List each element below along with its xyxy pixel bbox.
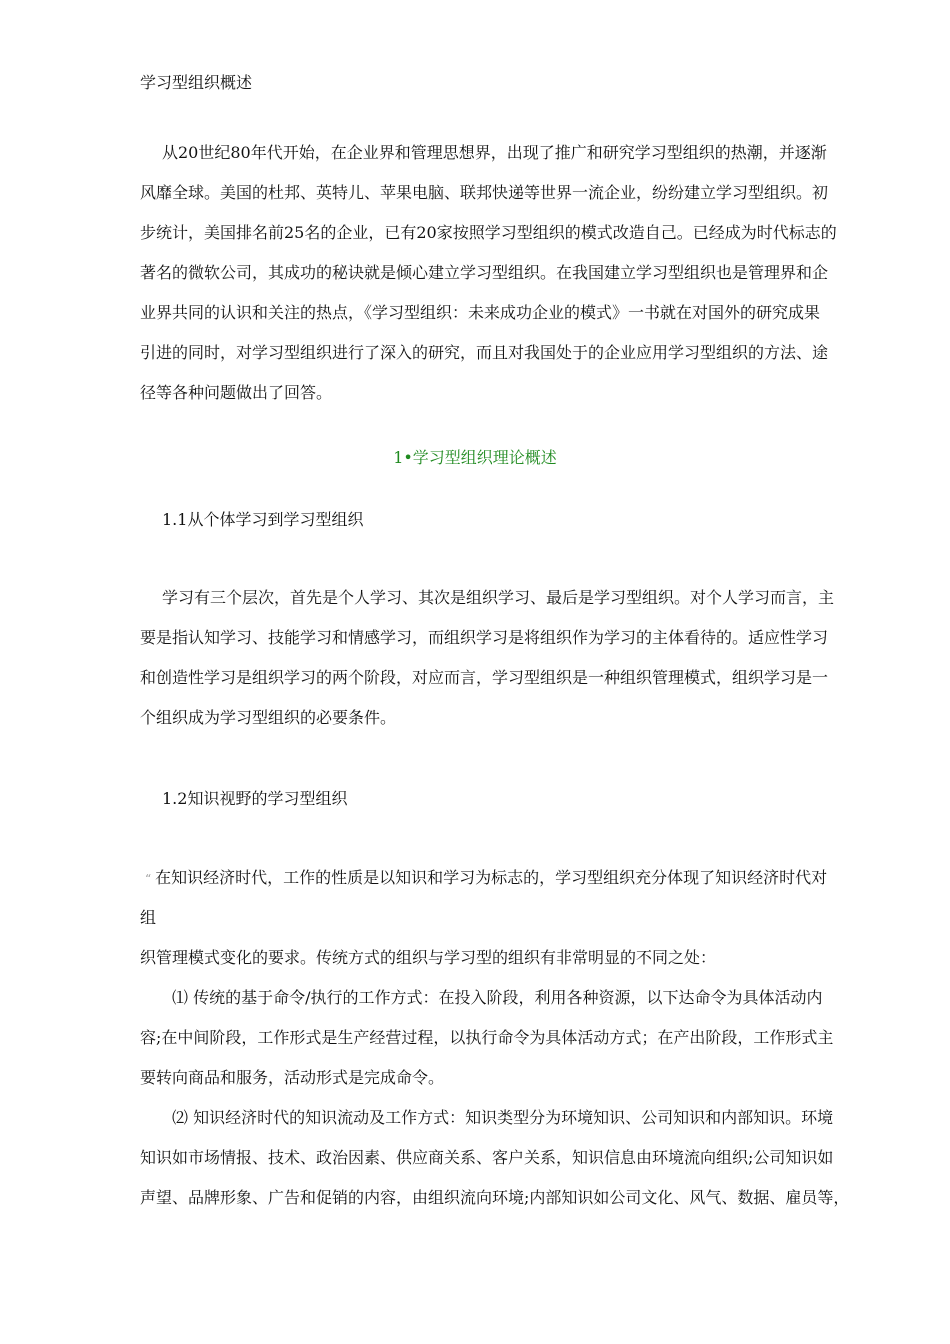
paragraph-line: 织管理模式变化的要求。传统方式的组织与学习型的组织有非常明显的不同之处： [140,948,717,967]
quote-mark: “ [145,872,152,886]
subsection-heading-1-2: 1.2知识视野的学习型组织 [162,789,348,808]
paragraph-line: 组 [140,908,157,927]
document-title: 学习型组织概述 [140,73,253,92]
paragraph-line-text: 在知识经济时代，工作的性质是以知识和学习为标志的，学习型组织充分体现了知识经济时代对 [155,868,828,887]
list-item-line: ⑴ 传统的基于命令/执行的工作方式：在投入阶段，利用各种资源，以下达命令为具体活动内 [172,988,823,1007]
paragraph-line: 和创造性学习是组织学习的两个阶段，对应而言，学习型组织是一种组织管理模式，组织学习是一 [140,668,829,687]
list-item-line: 声望、品牌形象、广告和促销的内容，由组织流向环境;内部知识如公司文化、风气、数据、雇员等， [140,1188,850,1207]
intro-line: 业界共同的认识和关注的热点，《学习型组织：未来成功企业的模式》一书就在对国外的研究成果 [140,303,821,322]
list-item-line: 知识如市场情报、技术、政治因素、供应商关系、客户关系，知识信息由环境流向组织;公司知识如 [140,1148,834,1167]
list-item-line: ⑵ 知识经济时代的知识流动及工作方式：知识类型分为环境知识、公司知识和内部知识。环境 [172,1108,834,1127]
intro-line: 从20世纪80年代开始，在企业界和管理思想界，出现了推广和研究学习型组织的热潮，并逐渐 [162,143,827,162]
paragraph-line [145,868,895,888]
subsection-heading-1-1: 1.1从个体学习到学习型组织 [162,510,364,529]
intro-line: 著名的微软公司，其成功的秘诀就是倾心建立学习型组织。在我国建立学习型组织也是管理界和企 [140,263,829,282]
paragraph-line: 个组织成为学习型组织的必要条件。 [140,708,397,727]
intro-line: 径等各种问题做出了回答。 [140,383,333,402]
list-item-line: 要转向商品和服务，活动形式是完成命令。 [140,1068,445,1087]
intro-line: 步统计，美国排名前25名的企业，已有20家按照学习型组织的模式改造自己。已经成为时代标志的 [140,223,837,242]
section-heading: 1•学习型组织理论概述 [393,448,557,467]
intro-line: 风靡全球。美国的杜邦、英特儿、苹果电脑、联邦快递等世界一流企业，纷纷建立学习型组织。初 [140,183,829,202]
paragraph-line: 要是指认知学习、技能学习和情感学习，而组织学习是将组织作为学习的主体看待的。适应性学习 [140,628,829,647]
intro-line: 引进的同时，对学习型组织进行了深入的研究，而且对我国处于的企业应用学习型组织的方法、途 [140,343,829,362]
paragraph-line: 学习有三个层次，首先是个人学习、其次是组织学习、最后是学习型组织。对个人学习而言，主 [162,588,835,607]
list-item-line: 容;在中间阶段，工作形式是生产经营过程，以执行命令为具体活动方式；在产出阶段，工作形式主 [140,1028,834,1047]
